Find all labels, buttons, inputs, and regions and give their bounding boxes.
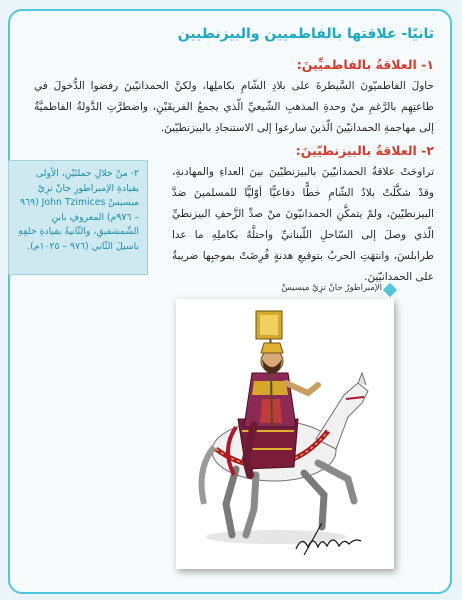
side-note [8, 160, 148, 275]
heading-byzantines: ٢- العلاقةُ بالبيزنطيّينَ: [295, 143, 434, 158]
emperor-illustration [176, 299, 394, 569]
heading-fatimids: ١- العلاقةُ بالفاطميِّينَ: [296, 57, 434, 72]
side-note-text: ٢- منْ خلالِ حملتَيْنِ، الأولى بقيادةِ الإمبراطورِ جانْ تزِيْ ميسيسْ John Tzimices (٩٦٩ – ٩٧٦م) المعروفِ بابنِ الشّمشقيقِ، والثّانيةُ بقيادةِ خلفِهِ باسيلَ الثّاني (٩٧٦ – ١٠٢٥م). [18, 168, 139, 252]
paragraph-fatimids: حاولَ الفاطميّونَ السَّيطرةَ على بلادِ الشّامِ بكاملِها، ولكنَّ الحمدانيّينَ رفضوا الدُّخولَ في طاعتِهِم بالرَّغمِ منْ وحدةِ المذهبِ الشّيعيِّ الّذي يجمعُ الفريقَيْنِ، واضطرَّتِ الدَّولةُ الفاطميَّةُ إلى مهاجمةِ الحمدانيّينَ الّذينَ سارعوا إلى الاستنجادِ بالبيزنطيّينَ. [34, 80, 434, 134]
section-title: ثانيًا- علاقتها بالفاطميين والبيزنطيين [177, 26, 434, 42]
paragraph-byzantines: تراوحَتْ علاقةُ الحمدانيّينَ بالبيزنطيّينَ بينَ العداءِ والمهادنةِ، وقدْ شكَّلَتْ بلادُ الشّامِ خطًّا دفاعيًّا أوّليًّا للمسلمينَ ضدَّ البيزنطيّينَ، ولمْ يتمكَّنِ الحمدانيّونَ منْ صدِّ الزَّحفِ البيزنطيِّ الّذي وصلَ إلى السّاحلِ اللّبنانيِّ واحتلَّهُ بكاملِهِ ما عدا طرابلسَ، وانتهَتِ الحربُ بتوقيعِ هدنةٍ فُرِضَتْ بموجبِها ضريبةٌ على الحمدانيّينَ. [172, 166, 434, 283]
emperor-on-horse-image [176, 299, 394, 569]
image-caption: الإمبراطورُ جانْ تزِيْ ميسيسْ [281, 283, 382, 293]
